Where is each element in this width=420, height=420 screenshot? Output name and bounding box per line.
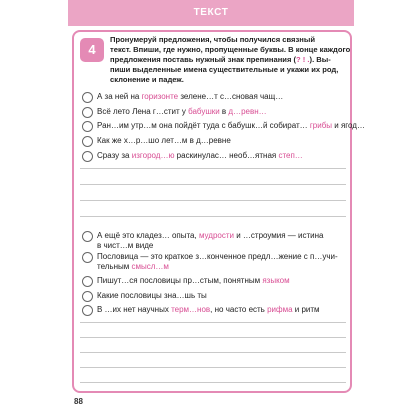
- writing-line: [80, 200, 346, 201]
- sentence-text: и ягод…: [332, 121, 365, 130]
- writing-line: [80, 382, 346, 383]
- sentence-text: Ран…им утр…м она пойдёт туда с бабушк…й собират…: [97, 121, 310, 130]
- writing-line: [80, 322, 346, 323]
- highlighted-noun: смысл…м: [131, 262, 169, 271]
- highlighted-noun: мудрости: [198, 231, 234, 240]
- instruction-text: Пронумеруй предложения, чтобы получился связный: [110, 35, 316, 44]
- highlighted-noun: д…ревн…: [228, 107, 267, 116]
- writing-line: [80, 184, 346, 185]
- sentence-text: тельным: [97, 262, 132, 271]
- writing-line: [80, 367, 346, 368]
- sentence-text: А ещё это кладез… опыта,: [97, 231, 199, 240]
- writing-line: [80, 168, 346, 169]
- instruction-line: [110, 65, 338, 75]
- sentence-text: и …строумия — истина: [233, 231, 324, 240]
- sentence-text: зелене…т с…сновая чащ…: [178, 92, 284, 101]
- sentence-text: Пословица — это краткое з…конченное предл…жение с п…учи-: [97, 252, 338, 261]
- writing-line: [80, 352, 346, 353]
- section-title: ТЕКСТ: [193, 7, 229, 18]
- instruction-line: [110, 75, 184, 85]
- sentence-text: раскинулас… необ…ятная: [174, 151, 279, 160]
- sentence-text: А за ней на: [97, 92, 142, 101]
- sentence-text: Какие пословицы зна…шь ты: [97, 291, 207, 300]
- sentence-text: в: [219, 107, 229, 116]
- instruction-line: [110, 35, 315, 45]
- highlighted-noun: рифма: [267, 305, 293, 314]
- instruction-text: ). Вы-: [309, 55, 331, 64]
- punctuation-marks: ? ! .: [296, 55, 310, 64]
- writing-line: [80, 216, 346, 217]
- highlighted-noun: терм…нов: [171, 305, 211, 314]
- sentence-text: Всё лето Лена г…стит у: [97, 107, 189, 116]
- writing-line: [80, 337, 346, 338]
- highlighted-noun: горизонте: [141, 92, 179, 101]
- task-instruction: [110, 35, 352, 87]
- instruction-text: текст. Впиши, где нужно, пропущенные буквы. В конце каждого: [110, 45, 351, 54]
- sentence-text: , но часто есть: [210, 305, 268, 314]
- sentence-text: Как же х…р…шо лет…м в д…ревне: [97, 136, 231, 145]
- instruction-line: [110, 45, 350, 55]
- sentence-text: в чист…м виде: [97, 241, 154, 250]
- sentence-text: Сразу за: [97, 151, 132, 160]
- page-number: 88: [74, 397, 83, 406]
- sentence-text: Пишут…ся пословицы пр…стым, понятным: [97, 276, 263, 285]
- highlighted-noun: бабушки: [188, 107, 220, 116]
- instruction-line: [110, 55, 331, 65]
- sentence-text: В …их нет научных: [97, 305, 172, 314]
- task-number-badge: [80, 38, 104, 62]
- highlighted-noun: грибы: [309, 121, 333, 130]
- highlighted-noun: языком: [262, 276, 290, 285]
- highlighted-noun: степ…: [278, 151, 303, 160]
- instruction-text: склонение и падеж.: [110, 75, 184, 84]
- instruction-text: пиши выделенные имена существительные и укажи их род,: [110, 65, 339, 74]
- highlighted-noun: изгород…ю: [131, 151, 175, 160]
- sentence-text: и ритм: [292, 305, 320, 314]
- section-header: [68, 0, 354, 26]
- instruction-text: предложения поставь нужный знак препинания (: [110, 55, 297, 64]
- task-number: 4: [88, 42, 96, 57]
